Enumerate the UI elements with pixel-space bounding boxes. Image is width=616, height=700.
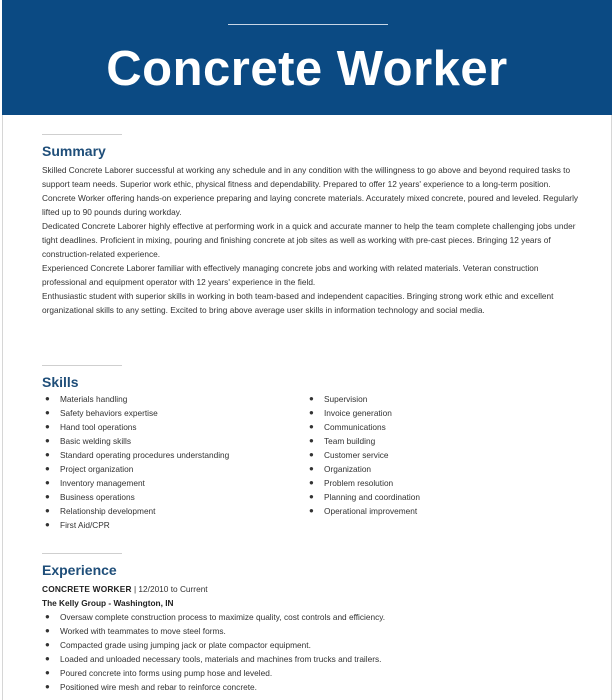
skills-heading: Skills [42,374,79,390]
skill-item: ● Organization [309,464,372,474]
list-item: ● Worked with teammates to move steel forms. [45,626,226,636]
job-title: CONCRETE WORKER [42,584,132,594]
skill-item: ● Invoice generation [309,408,392,418]
bullet-icon: ● [45,422,50,431]
summary-text [42,163,582,317]
bullet-icon: ● [309,436,314,445]
skill-item: ● Safety behaviors expertise [45,408,158,418]
list-item: ● Compacted grade using jumping jack or plate compactor equipment. [45,640,311,650]
skills-list [42,392,582,532]
bullet-icon: ● [45,464,50,473]
summary-heading: Summary [42,143,106,159]
bullet-icon: ● [45,612,50,621]
skill-item: ● Communications [309,422,386,432]
bullet-icon: ● [309,506,314,515]
bullet-icon: ● [45,408,50,417]
bullet-icon: ● [45,506,50,515]
bullet-icon: ● [309,478,314,487]
bullet-icon: ● [309,394,314,403]
bullet-icon: ● [309,464,314,473]
skills-section [42,365,582,532]
skill-item: ● Customer service [309,450,389,460]
skill-item: ● Operational improvement [309,506,418,516]
bullet-icon: ● [45,520,50,529]
bullet-icon: ● [45,394,50,403]
company-name: The Kelly Group - Washington, IN [42,598,174,608]
bullet-icon: ● [45,640,50,649]
section-divider [42,365,122,366]
skills-column-left [42,392,229,532]
skill-item: ● Standard operating procedures understanding [45,450,230,460]
summary-paragraph: Dedicated Concrete Laborer highly effective at performing work in a quick and accurate manner to help the team complete challenging jobs under tight deadlines. Proficient in mixing, pouring and finishing concrete at job sites as well as working with pre-cast pieces. Bringing 12 years of construction-related experience. [42,221,576,259]
summary-paragraph: Enthusiastic student with superior skills in working in both team-based and independent capacities. Bringing strong work ethic and excellent organizational skills to any setting. Excited to bring above average user skills in information technology and social media. [42,291,554,315]
experience-bullets [42,610,582,694]
bullet-icon: ● [45,626,50,635]
job-header [42,582,582,596]
experience-section [42,553,582,694]
skill-item: ● Supervision [309,394,368,404]
list-item: ● Oversaw complete construction process to maximize quality, cost controls and efficiency. [45,612,386,622]
skill-item: ● Planning and coordination [309,492,420,502]
resume-header [2,0,612,115]
resume-title: Concrete Worker [106,42,508,96]
section-divider [42,134,122,135]
bullet-icon: ● [45,478,50,487]
list-item: ● Positioned wire mesh and rebar to reinforce concrete. [45,682,257,692]
summary-section [42,134,582,317]
list-item: ● Loaded and unloaded necessary tools, materials and machines from trucks and trailers. [45,654,382,664]
bullet-icon: ● [45,654,50,663]
header-divider [228,24,388,25]
section-divider [42,553,122,554]
summary-paragraph: Concrete Worker offering hands-on experience preparing and laying concrete materials. Accurately mixed concrete, poured and leveled. Regularly lifted up to 90 pounds during workday. [42,193,579,217]
skill-item: ● Hand tool operations [45,422,137,432]
skill-item: ● Inventory management [45,478,145,488]
job-dates: | 12/2010 to Current [131,584,208,594]
bullet-icon: ● [45,682,50,691]
bullet-icon: ● [309,408,314,417]
bullet-icon: ● [45,492,50,501]
bullet-icon: ● [45,668,50,677]
bullet-icon: ● [309,492,314,501]
list-item: ● Poured concrete into forms using pump hose and leveled. [45,668,273,678]
skill-item: ● Team building [309,436,376,446]
summary-paragraph: Experienced Concrete Laborer familiar with effectively managing concrete jobs and working with related materials. Veteran construction professional and equipment operator with 12 years' experience in the field. [42,263,539,287]
bullet-icon: ● [45,436,50,445]
experience-heading: Experience [42,562,117,578]
skill-item: ● Relationship development [45,506,156,516]
skill-item: ● Project organization [45,464,134,474]
skill-item: ● Problem resolution [309,478,394,488]
summary-paragraph: Skilled Concrete Laborer successful at working any schedule and in any condition with the willingness to go above and beyond required tasks to support team needs. Superior work ethic, physical fitness and dependability. Prepared to offer 12 years' experience to a long-term position. [42,165,571,189]
bullet-icon: ● [309,422,314,431]
skill-item: ● Business operations [45,492,135,502]
bullet-icon: ● [309,450,314,459]
skill-item: ● Basic welding skills [45,436,132,446]
bullet-icon: ● [45,450,50,459]
skills-column-right [306,392,420,518]
skill-item: ● First Aid/CPR [45,520,110,530]
skill-item: ● Materials handling [45,394,128,404]
